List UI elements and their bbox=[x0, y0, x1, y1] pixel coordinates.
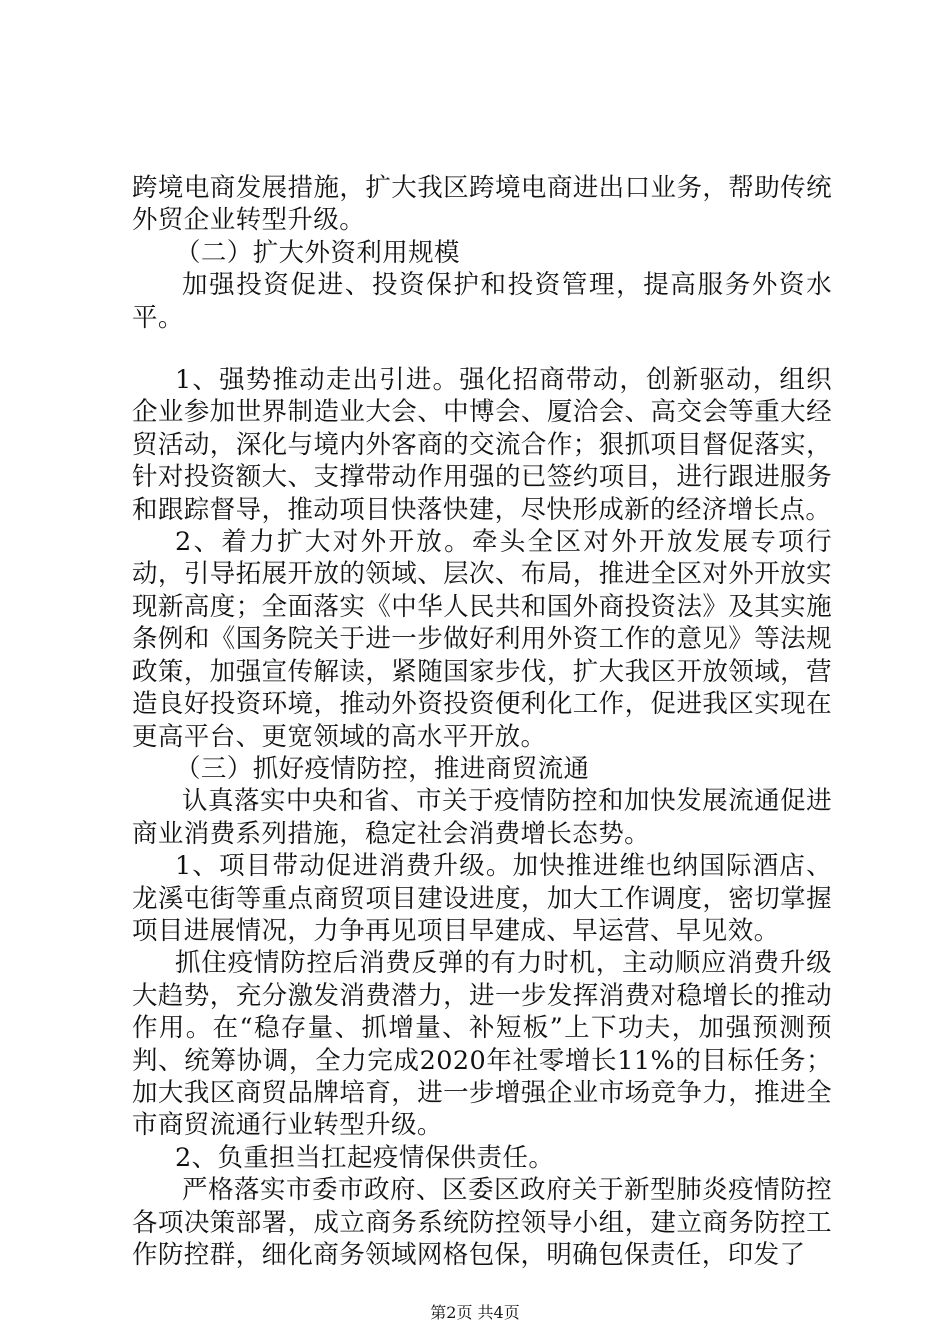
paragraph-consumption-measures: 认真落实中央和省、市关于疫情防控和加快发展流通促进商业消费系列措施，稳定社会消费增长态势。 bbox=[132, 786, 832, 849]
paragraph-project-consumption: 1、项目带动促进消费升级。加快推进维也纳国际酒店、龙溪屯街等重点商贸项目建设进度，加大工作调度，密切掌握项目进展情况，力争再见项目早建成、早运营、早见效。 bbox=[132, 851, 832, 946]
paragraph-cross-border: 跨境电商发展措施，扩大我区跨境电商进出口业务，帮助传统外贸企业转型升级。 bbox=[132, 173, 832, 236]
page-number-footer: 第2页 共4页 bbox=[430, 1303, 520, 1322]
paragraph-investment-promotion: 加强投资促进、投资保护和投资管理，提高服务外资水平。 bbox=[132, 270, 832, 333]
document-body bbox=[132, 172, 832, 1271]
paragraph-supply-responsibility: 2、负重担当扛起疫情保供责任。 bbox=[175, 1142, 555, 1173]
paragraph-opening-up: 2、着力扩大对外开放。牵头全区对外开放发展专项行动，引导拓展开放的领域、层次、布局，推进全区对外开放实现新高度；全面落实《中华人民共和国外商投资法》及其实施条例和《国务院关于进一步做好利用外资工作的意见》等法规政策，加强宣传解读，紧随国家步伐，扩大我区开放领域，营造良好投资环境，推动外资投资便利化工作，促进我区实现在更高平台、更宽领域的高水平开放。 bbox=[132, 527, 832, 752]
heading-epidemic-trade: （三）抓好疫情防控，推进商贸流通 bbox=[175, 753, 590, 784]
paragraph-consumption-rebound: 抓住疫情防控后消费反弹的有力时机，主动顺应消费升级大趋势，充分激发消费潜力，进一步发挥消费对稳增长的推动作用。在“稳存量、抓增量、补短板”上下功夫，加强预测预判、统筹协调，全力完成2020年社零增长11%的目标任务；加大我区商贸品牌培育，进一步增强企业市场竞争力，推进全市商贸流通行业转型升级。 bbox=[132, 948, 832, 1141]
paragraph-gap bbox=[132, 334, 832, 364]
heading-expand-foreign-investment: （二）扩大外资利用规模 bbox=[175, 237, 460, 268]
paragraph-prevention-deployment: 严格落实市委市政府、区委区政府关于新型肺炎疫情防控各项决策部署，成立商务系统防控领导小组，建立商务防控工作防控群，细化商务领域网格包保，明确包保责任，印发了 bbox=[132, 1175, 832, 1270]
paragraph-attract-investment: 1、强势推动走出引进。强化招商带动，创新驱动，组织企业参加世界制造业大会、中博会、厦洽会、高交会等重大经贸活动，深化与境内外客商的交流合作；狠抓项目督促落实，针对投资额大、支撑带动作用强的已签约项目，进行跟进服务和跟踪督导，推动项目快落快建，尽快形成新的经济增长点。 bbox=[132, 365, 832, 525]
